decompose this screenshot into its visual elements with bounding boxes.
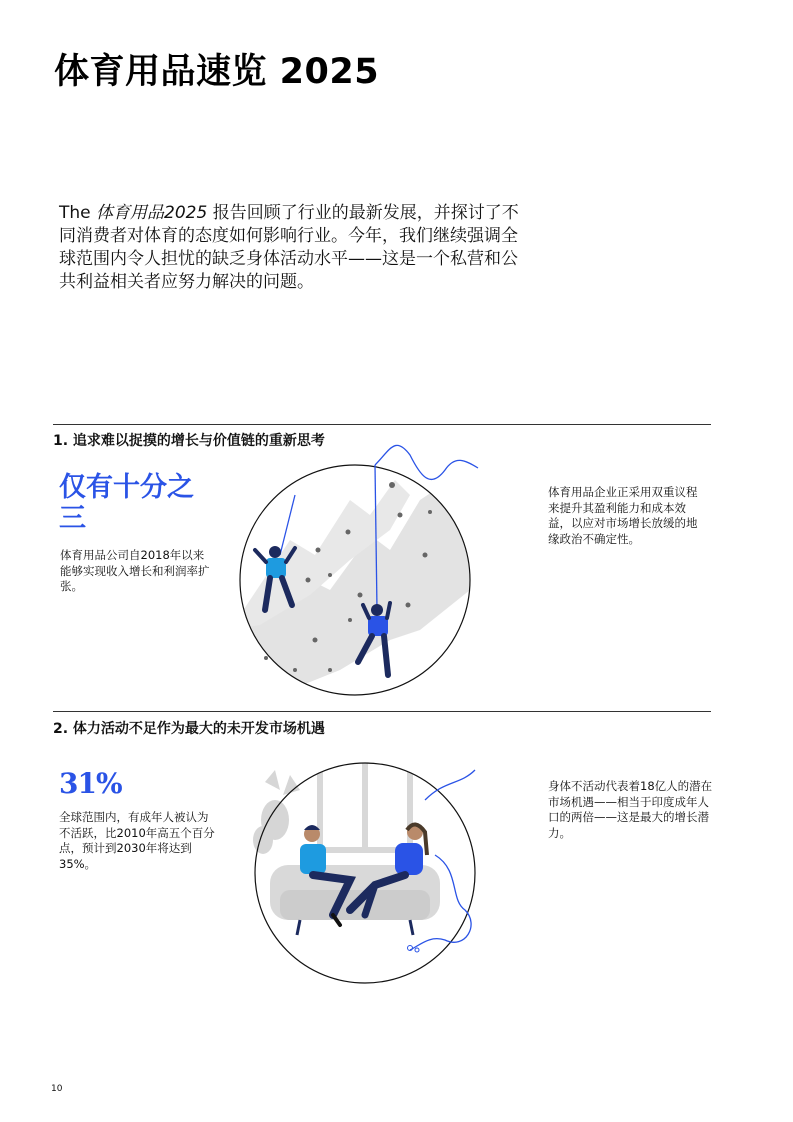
climbing-wall-illustration [220, 440, 490, 700]
page-number: 10 [51, 1084, 63, 1094]
section2-title: 2. 体力活动不足作为最大的未开发市场机遇 [53, 721, 325, 737]
section1-rule [53, 424, 711, 425]
page-title: 体育用品速览 2025 [54, 52, 380, 92]
intro-prefix: The [59, 203, 97, 223]
intro-body: 报告回顾了行业的最新发展，并探讨了不同消费者对体育的态度如何影响行业。今年，我们继续强调全球范围内令人担忧的缺乏身体活动水平——这是一个私营和公共利益相关者应努力解决的问题。 [59, 203, 519, 292]
sofa-couple-illustration [245, 760, 495, 990]
intro-report-name: 体育用品2025 [96, 203, 208, 223]
section1-stat-desc: 体育用品公司自2018年以来能够实现收入增长和利润率扩张。 [60, 548, 210, 593]
section2-side-text: 身体不活动代表着18亿人的潜在市场机遇——相当于印度成年人口的两倍——这是最大的增长潜力。 [548, 779, 713, 840]
section1-title: 1. 追求难以捉摸的增长与价值链的重新思考 [53, 433, 325, 449]
section2-rule [53, 711, 711, 712]
section1-stat: 仅有十分之三 [59, 472, 194, 534]
intro-paragraph [59, 202, 519, 294]
section2-stat: 31% [59, 767, 122, 800]
section1-side-text: 体育用品企业正采用双重议程来提升其盈利能力和成本效益，以应对市场增长放缓的地缘政治不确定性。 [548, 485, 698, 546]
section2-stat-desc: 全球范围内，有成年人被认为不活跃，比2010年高五个百分点，预计到2030年将达到35%。 [59, 810, 215, 871]
